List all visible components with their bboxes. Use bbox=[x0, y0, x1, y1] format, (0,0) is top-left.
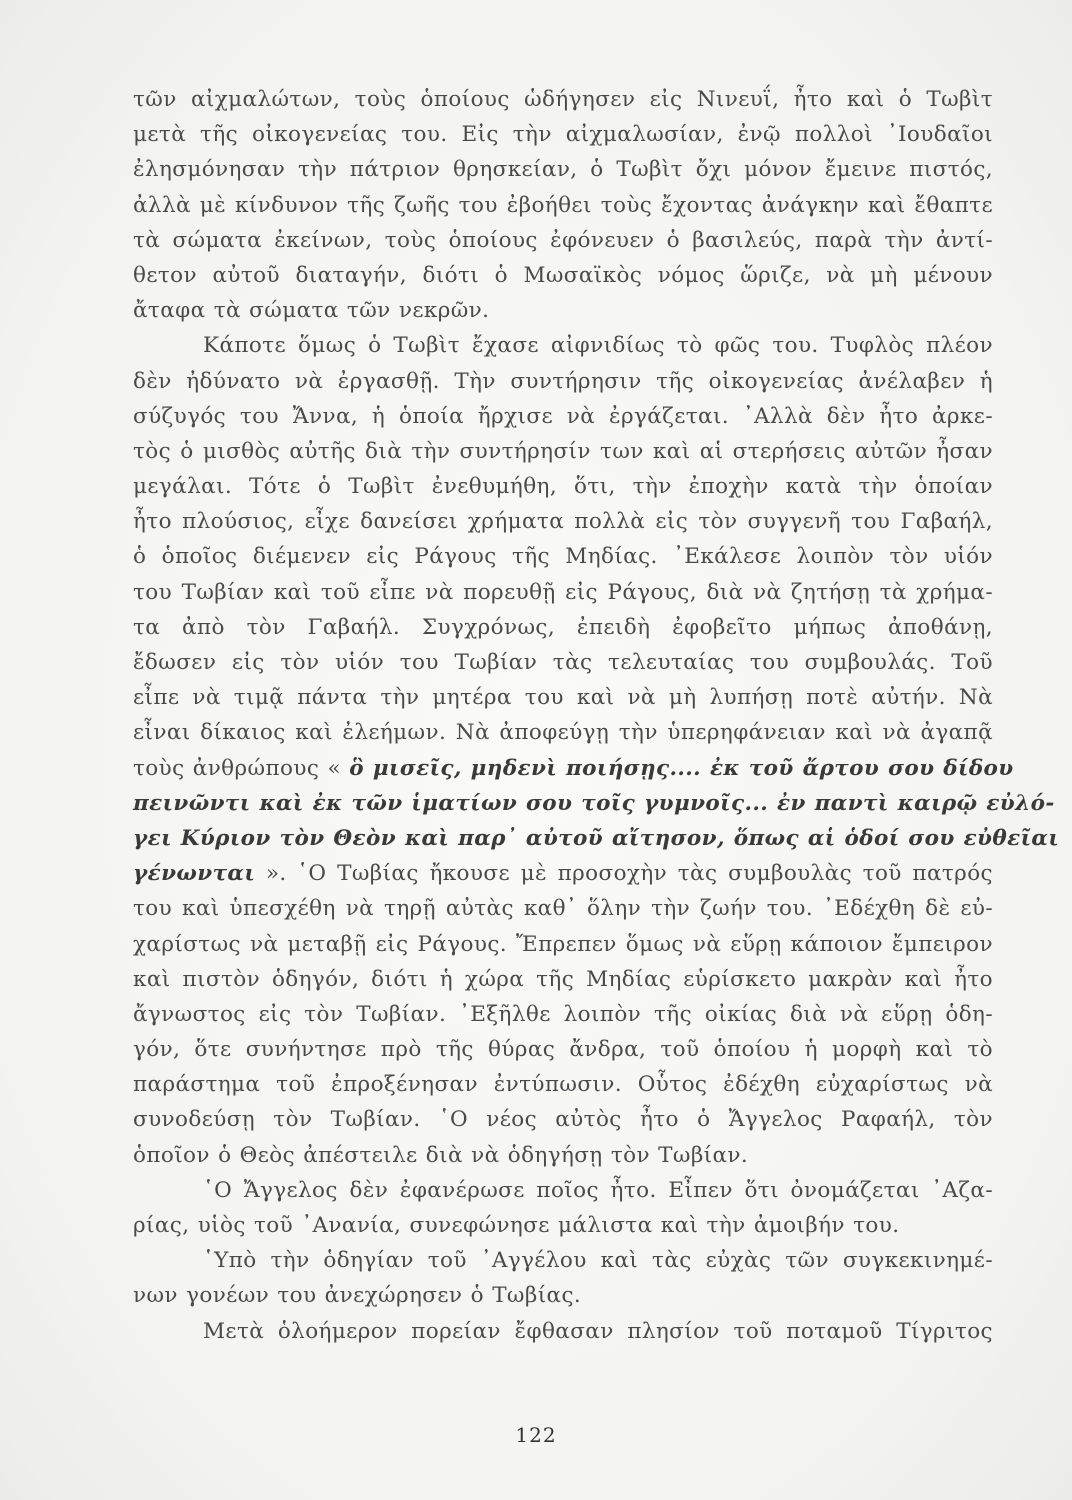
text-line: ἄταφα τὰ σώματα τῶν νεκρῶν. bbox=[133, 298, 490, 324]
text-line: καὶ πιστὸν ὁδηγόν, διότι ἡ χώρα τῆς Μηδίας εὑρίσκετο μακρὰν καὶ ἦτο bbox=[133, 966, 993, 992]
text-span: τοὺς ἀνθρώπους « bbox=[133, 755, 350, 781]
body-text bbox=[133, 82, 1060, 1349]
text-line: συνοδεύσῃ τὸν Τωβίαν. ῾Ο νέος αὐτὸς ἦτο ὁ Ἄγγελος Ραφαήλ, τὸν bbox=[133, 1107, 993, 1133]
text-line: ἦτο πλούσιος, εἶχε δανείσει χρήματα πολλὰ εἰς τὸν συγγενῆ του Γαβαήλ, bbox=[133, 509, 993, 535]
text-line: του καὶ ὑπεσχέθη νὰ τηρῇ αὐτὰς καθ᾿ ὅλην τὴν ζωήν του. ᾿Εδέχθη δὲ εὐ- bbox=[133, 896, 993, 922]
page-number: 122 bbox=[515, 1423, 557, 1447]
text-line: μετὰ τῆς οἰκογενείας του. Εἰς τὴν αἰχμαλωσίαν, ἐνῷ πολλοὶ ᾿Ιουδαῖοι bbox=[133, 122, 993, 148]
text-line: μεγάλαι. Τότε ὁ Τωβὶτ ἐνεθυμήθη, ὅτι, τὴν ἐποχὴν κατὰ τὴν ὁποίαν bbox=[133, 474, 993, 500]
text-line: του Τωβίαν καὶ τοῦ εἶπε νὰ πορευθῇ εἰς Ράγους, διὰ νὰ ζητήσῃ τὰ χρήμα- bbox=[133, 579, 993, 605]
quotation: πεινῶντι καὶ ἐκ τῶν ἱματίων σου τοῖς γυμνοῖς... ἐν παντὶ καιρῷ εὐλό- bbox=[133, 790, 1055, 816]
quotation: γει Κύριον τὸν Θεὸν καὶ παρ᾿ αὐτοῦ αἴτησον, ὅπως αἱ ὁδοί σου εὐθεῖαι bbox=[133, 825, 1060, 851]
text-line: σύζυγός του Ἄννα, ἡ ὁποία ἤρχισε νὰ ἐργάζεται. ᾿Αλλὰ δὲν ἦτο ἀρκε- bbox=[133, 403, 993, 429]
text-line: τα ἀπὸ τὸν Γαβαήλ. Συγχρόνως, ἐπειδὴ ἐφοβεῖτο μήπως ἀποθάνῃ, bbox=[133, 614, 993, 640]
text-line: παράστημα τοῦ ἐπροξένησαν ἐντύπωσιν. Οὗτος ἐδέχθη εὐχαρίστως νὰ bbox=[133, 1072, 993, 1098]
text-line: ἀλλὰ μὲ κίνδυνον τῆς ζωῆς του ἐβοήθει τοὺς ἔχοντας ἀνάγκην καὶ ἔθαπτε bbox=[133, 192, 993, 218]
text-line: χαρίστως νὰ μεταβῇ εἰς Ράγους. Ἔπρεπεν ὅμως νὰ εὕρῃ κάποιον ἔμπειρον bbox=[133, 931, 993, 957]
text-line: Κάποτε ὅμως ὁ Τωβὶτ ἔχασε αἰφνιδίως τὸ φῶς του. Τυφλὸς πλέον bbox=[203, 333, 993, 359]
text-line: ῾Υπὸ τὴν ὁδηγίαν τοῦ ᾿Αγγέλου καὶ τὰς εὐχὰς τῶν συγκεκινημέ- bbox=[203, 1248, 993, 1274]
text-line bbox=[133, 786, 1055, 821]
text-line: ἄγνωστος εἰς τὸν Τωβίαν. ᾿Εξῆλθε λοιπὸν τῆς οἰκίας διὰ νὰ εὕρῃ ὁδη- bbox=[133, 1001, 993, 1027]
quotation: ὃ μισεῖς, μηδενὶ ποιήσῃς.... ἐκ τοῦ ἄρτου σου δίδου bbox=[349, 755, 1014, 781]
text-span: ». ῾Ο Τωβίας ἤκουσε μὲ προσοχὴν τὰς συμβουλὰς τοῦ πατρός bbox=[255, 861, 993, 887]
text-line: ὁ ὁποῖος διέμενεν εἰς Ράγους τῆς Μηδίας. ᾿Εκάλεσε λοιπὸν τὸν υἱόν bbox=[133, 544, 993, 570]
text-line: εἶναι δίκαιος καὶ ἐλεήμων. Νὰ ἀποφεύγῃ τὴν ὑπερηφάνειαν καὶ νὰ ἀγαπᾷ bbox=[133, 720, 993, 746]
text-line: ρίας, υἱὸς τοῦ ᾿Ανανία, συνεφώνησε μάλιστα καὶ τὴν ἀμοιβήν του. bbox=[133, 1213, 900, 1238]
text-line: τὰ σώματα ἐκείνων, τοὺς ὁποίους ἐφόνευεν ὁ βασιλεύς, παρὰ τὴν ἀντί- bbox=[133, 227, 993, 253]
text-line: τὸς ὁ μισθὸς αὐτῆς διὰ τὴν συντήρησίν των καὶ αἱ στερήσεις αὐτῶν ἦσαν bbox=[133, 438, 993, 464]
text-line: θετον αὐτοῦ διαταγήν, διότι ὁ Μωσαϊκὸς νόμος ὥριζε, νὰ μὴ μένουν bbox=[133, 262, 993, 288]
text-line: εἶπε νὰ τιμᾷ πάντα τὴν μητέρα του καὶ νὰ μὴ λυπήσῃ ποτὲ αὐτήν. Νὰ bbox=[133, 685, 993, 711]
text-line: νων γονέων του ἀνεχώρησεν ὁ Τωβίας. bbox=[133, 1283, 582, 1309]
text-line: Μετὰ ὁλοήμερον πορείαν ἔφθασαν πλησίον τοῦ ποταμοῦ Τίγριτος bbox=[203, 1318, 993, 1344]
text-line bbox=[133, 751, 1014, 786]
text-line: ῾Ο Ἄγγελος δὲν ἐφανέρωσε ποῖος ἦτο. Εἶπεν ὅτι ὀνομάζεται ᾿Αζα- bbox=[203, 1177, 993, 1203]
text-line: δὲν ἠδύνατο νὰ ἐργασθῇ. Τὴν συντήρησιν τῆς οἰκογενείας ἀνέλαβεν ἡ bbox=[133, 368, 993, 394]
text-line: ἐλησμόνησαν τὴν πάτριον θρησκείαν, ὁ Τωβὶτ ὄχι μόνον ἔμεινε πιστός, bbox=[133, 157, 993, 183]
text-line bbox=[133, 821, 1060, 856]
text-line: γόν, ὅτε συνήντησε πρὸ τῆς θύρας ἄνδρα, τοῦ ὁποίου ἡ μορφὴ καὶ τὸ bbox=[133, 1037, 993, 1063]
text-line: ἔδωσεν εἰς τὸν υἱόν του Τωβίαν τὰς τελευταίας του συμβουλάς. Τοῦ bbox=[133, 650, 993, 675]
text-line: ὁποῖον ὁ Θεὸς ἀπέστειλε διὰ νὰ ὁδηγήσῃ τὸν Τωβίαν. bbox=[133, 1142, 749, 1168]
quotation: γένωνται bbox=[133, 861, 256, 887]
text-line: τῶν αἰχμαλώτων, τοὺς ὁποίους ὡδήγησεν εἰς Νινευΐ, ἦτο καὶ ὁ Τωβὶτ bbox=[133, 87, 993, 112]
text-line bbox=[133, 856, 993, 891]
